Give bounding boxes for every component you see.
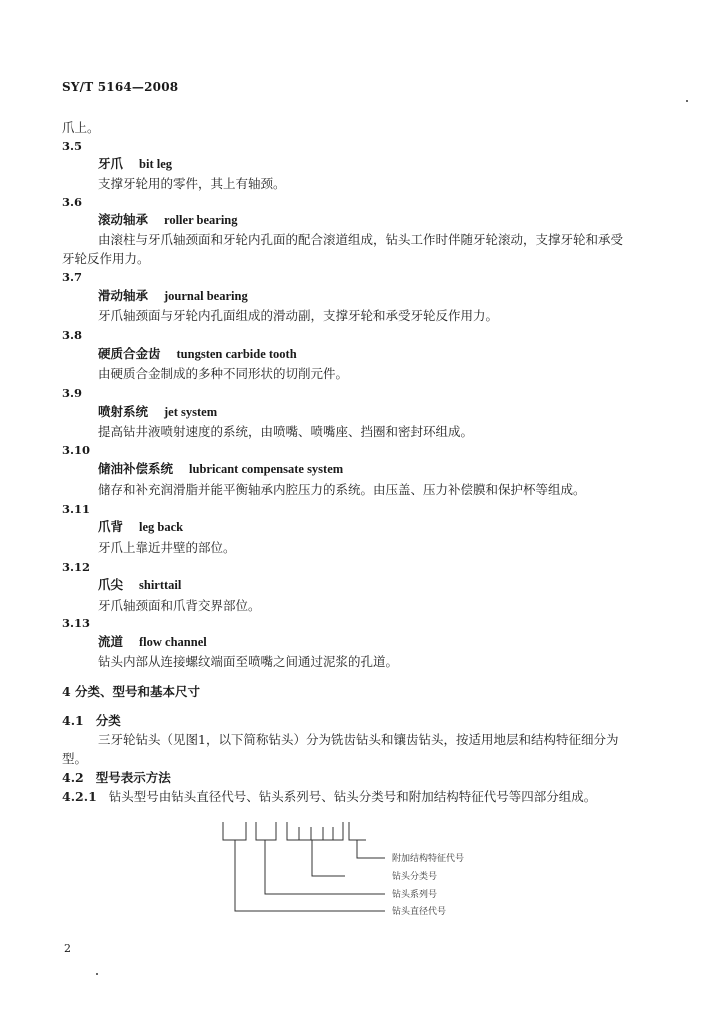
page-number: 2: [64, 942, 71, 955]
subsection-heading: [62, 715, 121, 728]
term-chinese: 流道: [98, 634, 124, 649]
term-english: jet system: [164, 405, 218, 419]
category-box: [287, 822, 343, 840]
term-definition: 由硬质合金制成的多种不同形状的切削元件。: [98, 366, 349, 381]
clause-number: 3.12: [62, 560, 91, 574]
term-english: bit leg: [139, 157, 172, 171]
term-english: tungsten carbide tooth: [176, 347, 297, 361]
subsection-number: 4.1: [62, 713, 84, 728]
diagram-label: 钻头直径代号: [392, 907, 447, 917]
continued-text: 爪上。: [62, 120, 100, 135]
term-english: leg back: [139, 520, 184, 534]
subsection-number: 4.2: [62, 770, 84, 785]
term-entry: [98, 406, 217, 419]
paragraph: 三牙轮钻头（见图1，以下简称钻头）分为铣齿钻头和镶齿钻头，按适用地层和结构特征细分为: [98, 732, 619, 747]
term-entry: [98, 214, 238, 227]
subsection-heading: [62, 772, 171, 785]
term-definition: 牙爪轴颈面和爪背交界部位。: [98, 598, 261, 613]
term-entry: [98, 158, 172, 171]
term-chinese: 爪背: [98, 519, 124, 534]
clause-number: 3.11: [62, 502, 91, 516]
term-entry: [98, 521, 183, 534]
term-entry: [98, 579, 181, 592]
term-definition: 牙爪轴颈面与牙轮内孔面组成的滑动副，支撑牙轮和承受牙轮反作用力。: [98, 308, 499, 323]
term-entry: [98, 348, 297, 361]
term-english: shirttail: [139, 578, 182, 592]
diameter-code-box: [223, 822, 246, 840]
term-english: journal bearing: [164, 289, 248, 303]
feature-box: [349, 822, 366, 840]
term-definition: 牙爪上靠近井壁的部位。: [98, 540, 236, 555]
scan-speck: [686, 100, 688, 102]
term-chinese: 硬质合金齿: [98, 346, 161, 361]
clause-number: 4.2.1: [62, 789, 97, 804]
clause-number: 3.8: [62, 328, 83, 342]
term-definition: 钻头内部从连接螺纹端面至喷嘴之间通过泥浆的孔道。: [98, 654, 399, 669]
clause-number: 3.6: [62, 195, 83, 209]
scan-speck: [96, 973, 98, 975]
term-chinese: 滚动轴承: [98, 212, 149, 227]
term-chinese: 滑动轴承: [98, 288, 149, 303]
diagram-label: 附加结构特征代号: [392, 854, 465, 864]
standard-code: SY/T 5164—2008: [62, 80, 179, 94]
term-definition: 支撑牙轮用的零件，其上有轴颈。: [98, 176, 286, 191]
section-heading: 4 分类、型号和基本尺寸: [62, 684, 201, 699]
clause-number: 3.9: [62, 386, 83, 400]
clause-number: 3.10: [62, 443, 91, 457]
series-box: [256, 822, 276, 840]
clause-number: 3.5: [62, 139, 83, 153]
term-definition-cont: 牙轮反作用力。: [62, 251, 150, 266]
term-definition: 由滚柱与牙爪轴颈面和牙轮内孔面的配合滚道组成，钻头工作时伴随牙轮滚动，支撑牙轮和承受: [98, 232, 624, 247]
term-english: flow channel: [139, 635, 207, 649]
term-chinese: 爪尖: [98, 577, 124, 592]
term-entry: [98, 463, 343, 476]
clause-number: 3.7: [62, 270, 83, 284]
paragraph: [62, 791, 596, 804]
paragraph-cont: 型。: [62, 751, 88, 766]
subsection-title: 型号表示方法: [95, 770, 171, 785]
term-definition: 储存和补充润滑脂并能平衡轴承内腔压力的系统。由压盖、压力补偿膜和保护杯等组成。: [98, 482, 586, 497]
clause-number: 3.13: [62, 616, 91, 630]
diagram-label: 钻头系列号: [392, 890, 438, 900]
diagram-label: 钻头分类号: [392, 872, 438, 882]
term-chinese: 牙爪: [98, 156, 124, 171]
term-chinese: 喷射系统: [98, 404, 149, 419]
term-chinese: 储油补偿系统: [98, 461, 174, 476]
term-entry: [98, 636, 207, 649]
term-entry: [98, 290, 248, 303]
subsection-title: 分类: [95, 713, 121, 728]
term-english: roller bearing: [164, 213, 238, 227]
clause-text: 钻头型号由钻头直径代号、钻头系列号、钻头分类号和附加结构特征代号等四部分组成。: [108, 789, 597, 804]
term-definition: 提高钻井液喷射速度的系统，由喷嘴、喷嘴座、挡圈和密封环组成。: [98, 424, 474, 439]
term-english: lubricant compensate system: [189, 462, 344, 476]
